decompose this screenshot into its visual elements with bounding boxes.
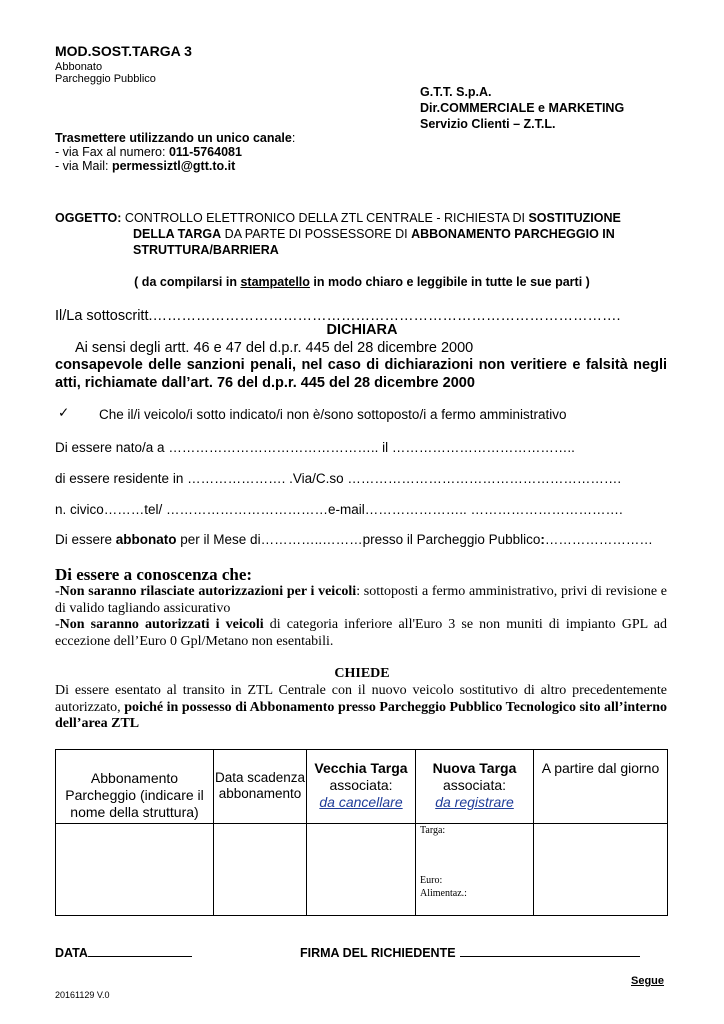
- knowledge-text: -Non saranno rilasciate autorizzazioni per i veicoli: sottoposti a fermo amministrativo, privi di revisione e di valido tagliando assicurativo -Non saranno autorizzati i veicoli di categoria inferiore all'Euro 3 se non muniti di impianto GPL ad eccezione dell’Euro 0 Gpl/Metano non esentabili.: [55, 584, 667, 649]
- version-label: 20161129 V.0: [55, 990, 110, 1000]
- check-icon: ✓: [58, 405, 70, 420]
- cell-start-date[interactable]: [534, 824, 668, 916]
- header-line-2: Parcheggio Pubblico: [55, 73, 156, 85]
- declares-heading: DICHIARA: [326, 322, 398, 338]
- contact-field: n. civico………tel/ ………………………………e-mail………………….. …………………………….: [55, 502, 623, 517]
- col-new-plate: Nuova Targa associata: da registrare: [416, 750, 534, 824]
- header-line-1: Abbonato: [55, 61, 103, 73]
- recipient-company: G.T.T. S.p.A.: [420, 85, 492, 99]
- col-expiry: Data scadenza abbonamento: [214, 750, 307, 824]
- cell-expiry[interactable]: [214, 824, 307, 916]
- vehicle-table: [55, 749, 668, 916]
- date-field[interactable]: DATA: [55, 946, 192, 960]
- table-row: [56, 824, 668, 916]
- cancel-link: da cancellare: [319, 794, 403, 810]
- recipient-department: Dir.COMMERCIALE e MARKETING: [420, 101, 625, 115]
- knowledge-heading: Di essere a conoscenza che:: [55, 565, 253, 584]
- vehicle-statement: Che il/i veicolo/i sotto indicato/i non è/sono sottoposto/i a fermo amministrativo: [99, 407, 567, 422]
- law-reference: Ai sensi degli artt. 46 e 47 del d.p.r. 445 del 28 dicembre 2000: [75, 340, 474, 356]
- subscription-field: Di essere abbonato per il Mese di…………..………presso il Parcheggio Pubblico:……………………: [55, 532, 653, 547]
- form-code: MOD.SOST.TARGA 3: [55, 43, 192, 59]
- awareness-text: consapevole delle sanzioni penali, nel caso di dichiarazioni non veritiere e falsità negli atti, richiamate dall’art. 76 del d.p.r. 445 del 28 dicembre 2000: [55, 357, 667, 391]
- transmit-fax: - via Fax al numero: 011-5764081: [55, 145, 242, 159]
- continue-label: Segue: [631, 975, 665, 987]
- euro-label: Euro:: [420, 875, 443, 886]
- instructions: ( da compilarsi in stampatello in modo chiaro e leggibile in tutte le sue parti ): [134, 275, 590, 289]
- table-header-row: [56, 750, 668, 824]
- col-start-date: A partire dal giorno: [534, 750, 668, 824]
- register-link: da registrare: [435, 794, 514, 810]
- birth-field: Di essere nato/a a ……………………………………….. il …………………………………..: [55, 440, 575, 455]
- request-heading: CHIEDE: [334, 666, 390, 681]
- col-parking: Abbonamento Parcheggio (indicare il nome della struttura): [56, 750, 214, 824]
- residence-field: di essere residente in …………………. .Via/C.so …………………………………………………….: [55, 471, 622, 486]
- cell-old-plate[interactable]: [307, 824, 416, 916]
- plate-label: Targa:: [420, 825, 446, 836]
- recipient-service: Servizio Clienti – Z.T.L.: [420, 117, 556, 131]
- transmit-mail: - via Mail: permessiztl@gtt.to.it: [55, 159, 236, 173]
- undersigned-line: Il/La sottoscritt.…………………………………………………………………………………….: [55, 308, 621, 324]
- transmit-title: Trasmettere utilizzando un unico canale:: [55, 131, 296, 145]
- cell-new-plate[interactable]: [416, 824, 534, 916]
- signature-field[interactable]: FIRMA DEL RICHIEDENTE: [300, 946, 640, 960]
- request-text: Di essere esentato al transito in ZTL Centrale con il nuovo veicolo sostitutivo di altro precedentemente autorizzato, poiché in possesso di Abbonamento presso Parcheggio Pubblico Tecnologico sito all’interno dell’area ZTL: [55, 683, 668, 731]
- subject: OGGETTO: CONTROLLO ELETTRONICO DELLA ZTL CENTRALE - RICHIESTA DI SOSTITUZIONE DELLA TARGA DA PARTE DI POSSESSORE DI ABBONAMENTO PARCHEGGIO IN STRUTTURA/BARRIERA: [55, 211, 621, 257]
- col-old-plate: Vecchia Targa associata: da cancellare: [307, 750, 416, 824]
- fuel-label: Alimentaz.:: [420, 888, 467, 899]
- cell-parking[interactable]: [56, 824, 214, 916]
